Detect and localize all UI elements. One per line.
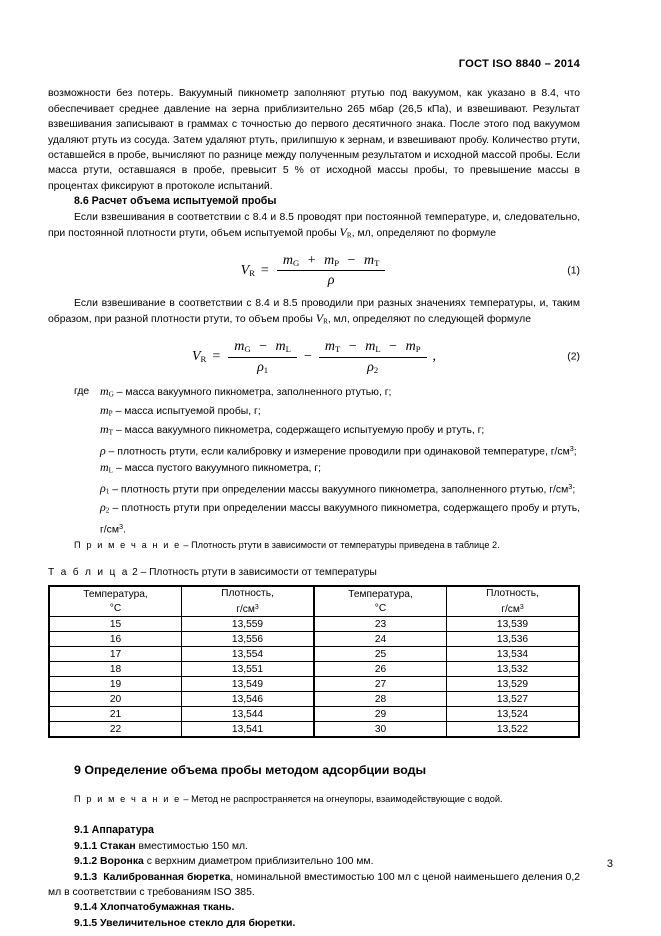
- table-row: [49, 677, 579, 692]
- table-cell: 30: [314, 722, 447, 738]
- definition-text: – масса пустого вакуумного пикнометра, г;: [115, 463, 321, 475]
- list-item: [48, 916, 580, 931]
- item-number: 9.1.2: [74, 856, 98, 868]
- table-cell: 13,532: [447, 662, 580, 677]
- table-row: [49, 707, 579, 722]
- formula-2-denominator-2: $\rho_2$: [367, 359, 379, 375]
- header-line-1: Температура,: [83, 589, 148, 601]
- definition-symbol: $\rho_1$: [100, 481, 110, 496]
- item-bold-term: Увеличительное стекло для бюретки.: [100, 917, 296, 929]
- definition-symbol: $m_G$: [100, 384, 114, 399]
- table-cell: 13,559: [182, 617, 315, 632]
- formula-1-lhs: $V_R$: [240, 262, 255, 278]
- para-2-text-b: , мл, определяют по следующей формуле: [327, 314, 532, 326]
- definition-item: [48, 403, 580, 422]
- formula-2-minus: −: [303, 349, 312, 365]
- item-bold-term: Хлопчатобумажная ткань.: [100, 902, 235, 914]
- header-line-2: г/см: [501, 603, 520, 615]
- table-cell: 13,551: [182, 662, 315, 677]
- formula-2-fraction-2: [319, 338, 427, 376]
- formula-1-numerator: $m_G + m_P - m_T$: [277, 252, 386, 272]
- paragraph-before-formula-1: [48, 210, 580, 244]
- table-row: [49, 662, 579, 677]
- definition-item: [48, 384, 580, 403]
- note-1: [48, 538, 580, 553]
- document-header: ГОСТ ISO 8840 – 2014: [458, 58, 580, 70]
- formula-2-expression: [192, 338, 436, 376]
- para-1-text-b: , мл, определяют по формуле: [351, 227, 497, 239]
- formula-2: [48, 338, 580, 376]
- table-cell: 16: [49, 632, 182, 647]
- definition-superscript: 3: [568, 482, 573, 492]
- definition-superscript: 3: [569, 444, 574, 454]
- table-cell: 17: [49, 647, 182, 662]
- paragraph-before-formula-2: [48, 296, 580, 330]
- table-cell: 26: [314, 662, 447, 677]
- definition-item: [48, 422, 580, 441]
- formula-1-fraction: [277, 252, 386, 290]
- table-cell: 13,539: [447, 617, 580, 632]
- header-superscript: 3: [254, 603, 259, 611]
- item-number: 9.1.4: [74, 902, 98, 914]
- definition-superscript: 3: [119, 522, 124, 532]
- header-line-1: Плотность,: [486, 588, 539, 600]
- definition-item: [48, 460, 580, 479]
- definition-text: – масса испытуемой пробы, г;: [115, 406, 261, 418]
- note-2-text: – Метод не распространяется на огнеупоры, взаимодействующие с водой.: [180, 794, 503, 805]
- item-rest: , номинальной вместимостью 100 мл с ценой наименьшего деления 0,2 мл в соответствии с требованиям ISO 385.: [48, 871, 580, 898]
- formula-1-denominator: ρ: [327, 273, 335, 289]
- note-2-label: П р и м е ч а н и е: [74, 794, 181, 805]
- list-item: [48, 900, 580, 915]
- header-line-1: Плотность,: [221, 588, 274, 600]
- table-caption: [48, 565, 580, 580]
- table-cell: 23: [314, 617, 447, 632]
- table-header: [49, 586, 579, 617]
- table-row: [49, 617, 579, 632]
- formula-2-number: (2): [567, 351, 580, 363]
- table-cell: 18: [49, 662, 182, 677]
- definition-item: [48, 441, 580, 460]
- definition-text: – масса вакуумного пикнометра, заполненного ртутью, г;: [116, 387, 392, 399]
- table-cell: 29: [314, 707, 447, 722]
- header-line-1: Температура,: [348, 589, 413, 601]
- table-column-header: [49, 586, 182, 617]
- item-bold-term: Стакан: [100, 840, 136, 852]
- page-content: [48, 58, 580, 931]
- table-cell: 19: [49, 677, 182, 692]
- item-rest: вместимостью 150 мл.: [135, 840, 248, 852]
- formula-2-equals: =: [212, 349, 221, 365]
- inline-variable-vr-1: $V_R$: [339, 224, 352, 240]
- table-cell: 13,546: [182, 692, 315, 707]
- definition-tail: .: [123, 524, 126, 536]
- table-cell: 13,549: [182, 677, 315, 692]
- table-cell: 13,541: [182, 722, 315, 738]
- table-header-row: [49, 586, 579, 617]
- formula-2-fraction-1: [228, 338, 297, 376]
- para-1-text-a: Если взвешивания в соответствии с 8.4 и 8.5 проводят при постоянной температуре, и, следовательно, при постоянной плотности ртути, объем испытуемой пробы: [48, 211, 580, 239]
- item-number: 9.1.5: [74, 917, 98, 929]
- list-item: [48, 839, 580, 854]
- formula-1-number: (1): [567, 265, 580, 277]
- table-cell: 15: [49, 617, 182, 632]
- formula-1-equals: =: [260, 262, 269, 278]
- definition-symbol: $\rho_2$: [100, 500, 110, 515]
- inline-variable-vr-2: $V_R$: [315, 311, 328, 326]
- item-rest: с верхним диаметром приблизительно 100 мм.: [143, 856, 374, 868]
- table-cell: 13,534: [447, 647, 580, 662]
- density-table: [48, 585, 580, 738]
- item-number: 9.1.1: [74, 840, 98, 852]
- definition-symbol: ρ: [100, 443, 106, 458]
- intro-paragraph: возможности без потерь. Вакуумный пикнометр заполняют ртутью под вакуумом, как указано в 8.4, что обеспечивает среднее давление на зерна приблизительно 265 мбар (26,5 кПа), и взвешивают. Результат взвешивания записывают в граммах с точностью до первого десятичного знака. После этого под вакуумом удаляют ртуть из сосуда. Затем удаляют ртуть, прилипшую к зернам, и взвешивают пробу. Количество ртути, оставшейся в пробе, вычисляют по разнице между полученным результатом и исходной массой пробы. Если масса ртути, оставшаяся в пробе, превысит 5 % от исходной массы пробы, то превышение массы в процентах фиксируют в протоколе испытаний.: [48, 88, 580, 192]
- formula-2-lhs: $V_R$: [191, 349, 207, 365]
- table-cell: 13,544: [182, 707, 315, 722]
- table-cell: 21: [49, 707, 182, 722]
- item-bold-term: Воронка: [100, 856, 144, 868]
- note-2: [48, 792, 580, 807]
- table-cell: 20: [49, 692, 182, 707]
- page-number: 3: [606, 858, 613, 870]
- section-8-6-heading: 8.6 Расчет объема испытуемой пробы: [74, 195, 277, 208]
- definitions-list: [48, 384, 580, 538]
- formula-2-numerator-2: $m_T - m_L - m_P$: [319, 338, 427, 358]
- table-row: [49, 692, 579, 707]
- table-cell: 13,536: [447, 632, 580, 647]
- table-cell: 27: [314, 677, 447, 692]
- section-9-1-heading: 9.1 Аппаратура: [74, 824, 154, 837]
- table-row: [49, 722, 579, 738]
- table-cell: 22: [49, 722, 182, 738]
- definition-tail: ;: [572, 484, 576, 496]
- table-caption-text: 2 – Плотность ртути в зависимости от температуры: [129, 567, 377, 579]
- definition-text: – плотность ртути при определении массы вакуумного пикнометра, содержащего пробу и ртуть, г/см: [100, 503, 581, 536]
- formula-1: [48, 252, 580, 290]
- item-number: 9.1.3: [74, 871, 98, 883]
- definition-tail: ;: [573, 446, 577, 458]
- table-cell: 13,522: [447, 722, 580, 738]
- table-cell: 13,556: [182, 632, 315, 647]
- table-column-header: [182, 586, 315, 617]
- table-caption-label: Т а б л и ц а: [48, 567, 130, 579]
- note-1-label: П р и м е ч а н и е: [74, 540, 181, 551]
- where-label: где: [74, 386, 90, 398]
- table-cell: 25: [314, 647, 447, 662]
- table-row: [49, 647, 579, 662]
- definition-text: – масса вакуумного пикнометра, содержащего испытуемую пробу и ртуть, г;: [115, 425, 485, 437]
- table-body: [49, 617, 579, 738]
- formula-2-denominator-1: $\rho_1$: [257, 359, 269, 375]
- section-9-heading: 9 Определение объема пробы методом адсорбции воды: [74, 763, 427, 778]
- table-cell: 28: [314, 692, 447, 707]
- table-cell: 13,554: [182, 647, 315, 662]
- definition-symbol: $m_P$: [100, 403, 113, 418]
- table-column-header: [447, 586, 580, 617]
- definition-item: [48, 479, 580, 500]
- definition-text: – плотность ртути, если калибровку и измерение проводили при одинаковой температуре, г/см: [108, 446, 570, 458]
- table-cell: 13,524: [447, 707, 580, 722]
- table-cell: 13,527: [447, 692, 580, 707]
- definition-symbol: $m_T$: [100, 422, 114, 437]
- definition-item: [48, 500, 580, 538]
- formula-1-expression: [241, 252, 388, 290]
- note-1-text: – Плотность ртути в зависимости от температуры приведена в таблице 2.: [180, 540, 500, 551]
- item-bold-term: Калиброванная бюретка: [103, 871, 231, 883]
- table-cell: 24: [314, 632, 447, 647]
- formula-2-numerator-1: $m_G - m_L$: [228, 338, 297, 358]
- header-line-2: °C: [109, 602, 122, 614]
- formula-2-tail: ,: [432, 349, 437, 365]
- header-line-2: г/см: [236, 603, 255, 615]
- definition-text: – плотность ртути при определении массы вакуумного пикнометра, заполненного ртутью, г/см: [112, 484, 569, 496]
- list-item: [48, 870, 580, 901]
- header-superscript: 3: [519, 603, 524, 611]
- header-line-2: °C: [374, 602, 387, 614]
- table-row: [49, 632, 579, 647]
- list-item: [48, 854, 580, 869]
- table-column-header: [314, 586, 447, 617]
- table-cell: 13,529: [447, 677, 580, 692]
- para-2-text-a: Если взвешивание в соответствии с 8.4 и 8.5 проводили при разных значениях температуры, и, таким образом, при разной плотности ртути, то объем пробы: [48, 297, 580, 326]
- definition-symbol: $m_L$: [100, 460, 114, 475]
